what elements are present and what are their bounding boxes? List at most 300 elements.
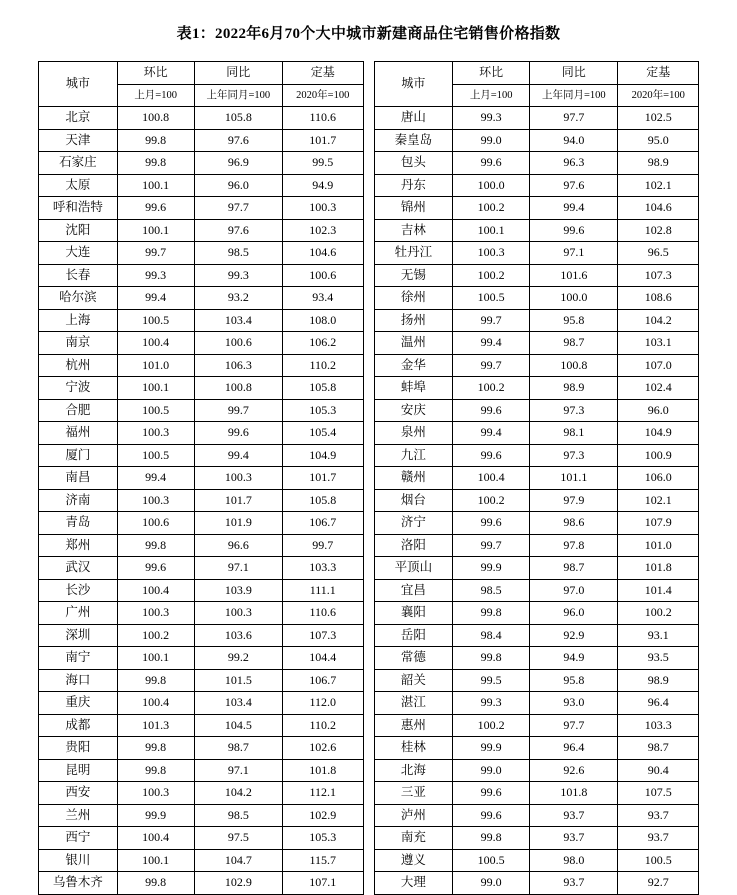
table-row xyxy=(374,804,699,827)
value-cell-base: 112.0 xyxy=(282,692,363,715)
table-row xyxy=(374,399,699,422)
value-cell-yoy: 100.3 xyxy=(194,467,282,490)
value-cell-mom: 100.3 xyxy=(117,602,194,625)
value-cell-base: 107.3 xyxy=(618,264,699,287)
value-cell-base: 93.4 xyxy=(282,287,363,310)
value-cell-base: 100.2 xyxy=(618,602,699,625)
header-row-top xyxy=(374,62,699,85)
value-cell-base: 96.5 xyxy=(618,242,699,265)
table-row xyxy=(374,602,699,625)
table-row xyxy=(39,287,364,310)
value-cell-base: 94.9 xyxy=(282,174,363,197)
table-row xyxy=(39,467,364,490)
table-row xyxy=(374,624,699,647)
value-cell-base: 93.7 xyxy=(618,827,699,850)
city-name-cell: 海口 xyxy=(39,669,118,692)
table-row xyxy=(374,242,699,265)
value-cell-yoy: 97.1 xyxy=(194,557,282,580)
table-row xyxy=(374,287,699,310)
value-cell-base: 108.6 xyxy=(618,287,699,310)
value-cell-base: 93.5 xyxy=(618,647,699,670)
value-cell-yoy: 97.6 xyxy=(194,219,282,242)
city-name-cell: 扬州 xyxy=(374,309,453,332)
city-name-cell: 呼和浩特 xyxy=(39,197,118,220)
table-row xyxy=(374,759,699,782)
table-row xyxy=(39,422,364,445)
value-cell-yoy: 95.8 xyxy=(530,669,618,692)
value-cell-base: 101.0 xyxy=(618,534,699,557)
table-row xyxy=(39,512,364,535)
value-cell-mom: 99.4 xyxy=(117,287,194,310)
city-name-cell: 南京 xyxy=(39,332,118,355)
table-row xyxy=(374,467,699,490)
value-cell-base: 96.0 xyxy=(618,399,699,422)
city-name-cell: 金华 xyxy=(374,354,453,377)
table-row xyxy=(374,197,699,220)
table-row xyxy=(374,264,699,287)
value-cell-base: 102.5 xyxy=(618,107,699,130)
value-cell-base: 102.4 xyxy=(618,377,699,400)
table-row xyxy=(374,309,699,332)
table-row xyxy=(39,242,364,265)
city-name-cell: 襄阳 xyxy=(374,602,453,625)
city-name-cell: 湛江 xyxy=(374,692,453,715)
value-cell-mom: 99.8 xyxy=(117,534,194,557)
value-cell-yoy: 101.7 xyxy=(194,489,282,512)
value-cell-yoy: 98.9 xyxy=(530,377,618,400)
value-cell-base: 102.8 xyxy=(618,219,699,242)
city-name-cell: 天津 xyxy=(39,129,118,152)
table-row xyxy=(374,827,699,850)
value-cell-mom: 99.9 xyxy=(453,737,530,760)
table-row xyxy=(374,714,699,737)
city-name-cell: 韶关 xyxy=(374,669,453,692)
city-name-cell: 平顶山 xyxy=(374,557,453,580)
value-cell-base: 104.6 xyxy=(618,197,699,220)
city-name-cell: 安庆 xyxy=(374,399,453,422)
value-cell-base: 103.3 xyxy=(618,714,699,737)
table-row xyxy=(39,804,364,827)
table-row xyxy=(39,647,364,670)
table-row xyxy=(39,107,364,130)
city-name-cell: 南宁 xyxy=(39,647,118,670)
value-cell-base: 105.4 xyxy=(282,422,363,445)
table-row xyxy=(39,557,364,580)
table-row xyxy=(39,129,364,152)
value-cell-base: 106.7 xyxy=(282,512,363,535)
value-cell-mom: 99.8 xyxy=(117,759,194,782)
value-cell-mom: 100.2 xyxy=(453,377,530,400)
table-row xyxy=(39,489,364,512)
value-cell-mom: 99.6 xyxy=(453,804,530,827)
value-cell-yoy: 101.5 xyxy=(194,669,282,692)
value-cell-base: 115.7 xyxy=(282,849,363,872)
header-mom: 环比 xyxy=(453,62,530,85)
city-name-cell: 银川 xyxy=(39,849,118,872)
value-cell-base: 101.8 xyxy=(282,759,363,782)
header-base-sub: 2020年=100 xyxy=(282,84,363,107)
value-cell-mom: 100.1 xyxy=(117,174,194,197)
value-cell-yoy: 97.7 xyxy=(530,714,618,737)
city-name-cell: 九江 xyxy=(374,444,453,467)
table-row xyxy=(374,669,699,692)
value-cell-base: 100.3 xyxy=(282,197,363,220)
value-cell-base: 105.3 xyxy=(282,827,363,850)
table-row xyxy=(374,354,699,377)
table-row xyxy=(39,714,364,737)
value-cell-yoy: 93.7 xyxy=(530,827,618,850)
city-name-cell: 南昌 xyxy=(39,467,118,490)
value-cell-yoy: 93.0 xyxy=(530,692,618,715)
city-name-cell: 上海 xyxy=(39,309,118,332)
city-name-cell: 三亚 xyxy=(374,782,453,805)
value-cell-base: 93.1 xyxy=(618,624,699,647)
value-cell-base: 110.6 xyxy=(282,107,363,130)
table-row xyxy=(39,872,364,895)
city-name-cell: 昆明 xyxy=(39,759,118,782)
value-cell-yoy: 103.9 xyxy=(194,579,282,602)
value-cell-base: 101.8 xyxy=(618,557,699,580)
city-name-cell: 济宁 xyxy=(374,512,453,535)
value-cell-mom: 99.3 xyxy=(453,107,530,130)
value-cell-base: 98.9 xyxy=(618,669,699,692)
value-cell-base: 100.9 xyxy=(618,444,699,467)
value-cell-yoy: 104.7 xyxy=(194,849,282,872)
value-cell-base: 104.6 xyxy=(282,242,363,265)
table-row xyxy=(39,377,364,400)
table-row xyxy=(374,737,699,760)
value-cell-base: 107.9 xyxy=(618,512,699,535)
value-cell-base: 95.0 xyxy=(618,129,699,152)
value-cell-mom: 100.4 xyxy=(453,467,530,490)
table-row xyxy=(39,602,364,625)
value-cell-mom: 100.0 xyxy=(453,174,530,197)
value-cell-mom: 100.5 xyxy=(117,309,194,332)
value-cell-yoy: 104.2 xyxy=(194,782,282,805)
table-row xyxy=(39,624,364,647)
value-cell-yoy: 92.6 xyxy=(530,759,618,782)
value-cell-base: 103.3 xyxy=(282,557,363,580)
city-name-cell: 蚌埠 xyxy=(374,377,453,400)
value-cell-yoy: 101.6 xyxy=(530,264,618,287)
value-cell-mom: 100.5 xyxy=(117,399,194,422)
value-cell-mom: 99.7 xyxy=(453,354,530,377)
value-cell-yoy: 96.3 xyxy=(530,152,618,175)
value-cell-yoy: 101.8 xyxy=(530,782,618,805)
value-cell-base: 106.2 xyxy=(282,332,363,355)
value-cell-base: 102.9 xyxy=(282,804,363,827)
value-cell-mom: 100.4 xyxy=(117,827,194,850)
value-cell-mom: 100.1 xyxy=(117,647,194,670)
city-name-cell: 北京 xyxy=(39,107,118,130)
value-cell-mom: 99.7 xyxy=(117,242,194,265)
city-name-cell: 温州 xyxy=(374,332,453,355)
value-cell-yoy: 98.0 xyxy=(530,849,618,872)
table-row xyxy=(374,782,699,805)
value-cell-yoy: 97.3 xyxy=(530,399,618,422)
value-cell-mom: 100.3 xyxy=(117,782,194,805)
value-cell-base: 110.6 xyxy=(282,602,363,625)
city-name-cell: 哈尔滨 xyxy=(39,287,118,310)
value-cell-base: 101.7 xyxy=(282,129,363,152)
value-cell-yoy: 99.4 xyxy=(194,444,282,467)
value-cell-yoy: 98.1 xyxy=(530,422,618,445)
city-name-cell: 成都 xyxy=(39,714,118,737)
header-base: 定基 xyxy=(282,62,363,85)
value-cell-yoy: 98.5 xyxy=(194,804,282,827)
value-cell-mom: 100.1 xyxy=(117,849,194,872)
page-title: 表1：2022年6月70个大中城市新建商品住宅销售价格指数 xyxy=(176,26,561,42)
city-name-cell: 徐州 xyxy=(374,287,453,310)
value-cell-yoy: 102.9 xyxy=(194,872,282,895)
header-mom: 环比 xyxy=(117,62,194,85)
value-cell-yoy: 104.5 xyxy=(194,714,282,737)
header-base: 定基 xyxy=(618,62,699,85)
value-cell-mom: 99.0 xyxy=(453,759,530,782)
city-name-cell: 遵义 xyxy=(374,849,453,872)
city-name-cell: 吉林 xyxy=(374,219,453,242)
value-cell-mom: 100.1 xyxy=(117,219,194,242)
value-cell-yoy: 100.6 xyxy=(194,332,282,355)
value-cell-yoy: 101.9 xyxy=(194,512,282,535)
value-cell-mom: 99.3 xyxy=(117,264,194,287)
table-row xyxy=(39,332,364,355)
header-mom-sub: 上月=100 xyxy=(453,84,530,107)
city-name-cell: 郑州 xyxy=(39,534,118,557)
value-cell-mom: 100.2 xyxy=(453,197,530,220)
table-row xyxy=(374,692,699,715)
table-row xyxy=(374,174,699,197)
value-cell-yoy: 103.4 xyxy=(194,309,282,332)
value-cell-yoy: 97.6 xyxy=(530,174,618,197)
table-row xyxy=(374,107,699,130)
city-name-cell: 武汉 xyxy=(39,557,118,580)
value-cell-mom: 100.1 xyxy=(453,219,530,242)
value-cell-mom: 101.3 xyxy=(117,714,194,737)
value-cell-base: 105.8 xyxy=(282,377,363,400)
value-cell-yoy: 93.7 xyxy=(530,872,618,895)
value-cell-yoy: 97.8 xyxy=(530,534,618,557)
value-cell-yoy: 97.7 xyxy=(194,197,282,220)
value-cell-mom: 99.6 xyxy=(453,399,530,422)
value-cell-yoy: 100.8 xyxy=(530,354,618,377)
value-cell-base: 101.4 xyxy=(618,579,699,602)
value-cell-yoy: 96.6 xyxy=(194,534,282,557)
table-row xyxy=(374,534,699,557)
city-name-cell: 广州 xyxy=(39,602,118,625)
header-yoy: 同比 xyxy=(530,62,618,85)
value-cell-yoy: 93.2 xyxy=(194,287,282,310)
city-name-cell: 唐山 xyxy=(374,107,453,130)
city-name-cell: 福州 xyxy=(39,422,118,445)
city-name-cell: 厦门 xyxy=(39,444,118,467)
table-row xyxy=(374,152,699,175)
value-cell-yoy: 99.7 xyxy=(194,399,282,422)
value-cell-mom: 99.4 xyxy=(453,332,530,355)
city-name-cell: 贵阳 xyxy=(39,737,118,760)
value-cell-base: 93.7 xyxy=(618,804,699,827)
value-cell-mom: 100.5 xyxy=(117,444,194,467)
table-row xyxy=(374,129,699,152)
value-cell-base: 99.7 xyxy=(282,534,363,557)
value-cell-yoy: 103.4 xyxy=(194,692,282,715)
city-name-cell: 长沙 xyxy=(39,579,118,602)
city-name-cell: 南充 xyxy=(374,827,453,850)
value-cell-base: 104.2 xyxy=(618,309,699,332)
value-cell-yoy: 99.2 xyxy=(194,647,282,670)
city-name-cell: 常德 xyxy=(374,647,453,670)
value-cell-mom: 99.9 xyxy=(117,804,194,827)
table-row xyxy=(374,647,699,670)
table-row xyxy=(374,422,699,445)
city-name-cell: 锦州 xyxy=(374,197,453,220)
value-cell-base: 92.7 xyxy=(618,872,699,895)
value-cell-yoy: 97.0 xyxy=(530,579,618,602)
value-cell-base: 111.1 xyxy=(282,579,363,602)
value-cell-mom: 100.4 xyxy=(117,332,194,355)
city-name-cell: 青岛 xyxy=(39,512,118,535)
table-row xyxy=(39,174,364,197)
value-cell-mom: 100.1 xyxy=(117,377,194,400)
city-name-cell: 丹东 xyxy=(374,174,453,197)
header-city: 城市 xyxy=(374,62,453,107)
city-name-cell: 深圳 xyxy=(39,624,118,647)
value-cell-yoy: 97.7 xyxy=(530,107,618,130)
table-row xyxy=(39,309,364,332)
value-cell-mom: 99.7 xyxy=(453,534,530,557)
value-cell-base: 107.0 xyxy=(618,354,699,377)
value-cell-mom: 100.3 xyxy=(117,489,194,512)
value-cell-base: 106.0 xyxy=(618,467,699,490)
city-name-cell: 合肥 xyxy=(39,399,118,422)
value-cell-yoy: 100.3 xyxy=(194,602,282,625)
value-cell-yoy: 94.0 xyxy=(530,129,618,152)
value-cell-mom: 99.9 xyxy=(453,557,530,580)
city-name-cell: 包头 xyxy=(374,152,453,175)
value-cell-base: 106.7 xyxy=(282,669,363,692)
value-cell-yoy: 98.6 xyxy=(530,512,618,535)
header-row-top xyxy=(39,62,364,85)
value-cell-base: 90.4 xyxy=(618,759,699,782)
table-row xyxy=(374,512,699,535)
value-cell-base: 107.5 xyxy=(618,782,699,805)
table-row xyxy=(39,219,364,242)
table-row xyxy=(374,444,699,467)
header-mom-sub: 上月=100 xyxy=(117,84,194,107)
city-name-cell: 兰州 xyxy=(39,804,118,827)
value-cell-yoy: 98.7 xyxy=(530,332,618,355)
city-name-cell: 杭州 xyxy=(39,354,118,377)
value-cell-yoy: 96.0 xyxy=(530,602,618,625)
value-cell-mom: 100.2 xyxy=(117,624,194,647)
value-cell-mom: 99.8 xyxy=(453,647,530,670)
value-cell-yoy: 99.6 xyxy=(194,422,282,445)
value-cell-mom: 100.3 xyxy=(453,242,530,265)
city-name-cell: 石家庄 xyxy=(39,152,118,175)
header-city: 城市 xyxy=(39,62,118,107)
value-cell-base: 112.1 xyxy=(282,782,363,805)
price-table-right xyxy=(374,61,700,895)
value-cell-mom: 99.8 xyxy=(117,152,194,175)
value-cell-yoy: 103.6 xyxy=(194,624,282,647)
value-cell-mom: 100.2 xyxy=(453,489,530,512)
value-cell-mom: 99.6 xyxy=(453,782,530,805)
table-row xyxy=(374,377,699,400)
value-cell-mom: 99.6 xyxy=(117,197,194,220)
value-cell-mom: 99.8 xyxy=(117,872,194,895)
value-cell-yoy: 98.7 xyxy=(194,737,282,760)
table-row xyxy=(39,692,364,715)
city-name-cell: 宜昌 xyxy=(374,579,453,602)
table-body-right xyxy=(374,107,699,895)
value-cell-yoy: 97.6 xyxy=(194,129,282,152)
value-cell-mom: 99.8 xyxy=(117,129,194,152)
value-cell-yoy: 100.0 xyxy=(530,287,618,310)
table-row xyxy=(39,737,364,760)
header-yoy: 同比 xyxy=(194,62,282,85)
city-name-cell: 秦皇岛 xyxy=(374,129,453,152)
city-name-cell: 济南 xyxy=(39,489,118,512)
value-cell-base: 104.9 xyxy=(618,422,699,445)
value-cell-yoy: 95.8 xyxy=(530,309,618,332)
table-row xyxy=(39,782,364,805)
city-name-cell: 牡丹江 xyxy=(374,242,453,265)
value-cell-mom: 99.4 xyxy=(117,467,194,490)
table-row xyxy=(39,197,364,220)
value-cell-yoy: 92.9 xyxy=(530,624,618,647)
city-name-cell: 北海 xyxy=(374,759,453,782)
value-cell-mom: 99.0 xyxy=(453,129,530,152)
value-cell-yoy: 100.8 xyxy=(194,377,282,400)
table-row xyxy=(39,827,364,850)
table-row xyxy=(39,579,364,602)
value-cell-mom: 99.6 xyxy=(453,512,530,535)
value-cell-mom: 98.4 xyxy=(453,624,530,647)
city-name-cell: 西安 xyxy=(39,782,118,805)
city-name-cell: 重庆 xyxy=(39,692,118,715)
value-cell-base: 102.1 xyxy=(618,174,699,197)
table-row xyxy=(374,489,699,512)
value-cell-mom: 99.8 xyxy=(117,669,194,692)
value-cell-base: 108.0 xyxy=(282,309,363,332)
value-cell-mom: 100.4 xyxy=(117,579,194,602)
value-cell-yoy: 97.1 xyxy=(194,759,282,782)
value-cell-base: 107.1 xyxy=(282,872,363,895)
table-row xyxy=(374,557,699,580)
value-cell-mom: 100.4 xyxy=(117,692,194,715)
table-row xyxy=(39,534,364,557)
value-cell-mom: 99.5 xyxy=(453,669,530,692)
value-cell-yoy: 99.4 xyxy=(530,197,618,220)
value-cell-yoy: 106.3 xyxy=(194,354,282,377)
value-cell-base: 103.1 xyxy=(618,332,699,355)
value-cell-mom: 99.8 xyxy=(117,737,194,760)
table-row xyxy=(39,152,364,175)
value-cell-base: 110.2 xyxy=(282,714,363,737)
value-cell-mom: 99.3 xyxy=(453,692,530,715)
value-cell-mom: 99.0 xyxy=(453,872,530,895)
value-cell-yoy: 96.9 xyxy=(194,152,282,175)
city-name-cell: 惠州 xyxy=(374,714,453,737)
value-cell-yoy: 93.7 xyxy=(530,804,618,827)
city-name-cell: 乌鲁木齐 xyxy=(39,872,118,895)
table-body-left xyxy=(39,107,364,895)
city-name-cell: 赣州 xyxy=(374,467,453,490)
city-name-cell: 大理 xyxy=(374,872,453,895)
city-name-cell: 洛阳 xyxy=(374,534,453,557)
value-cell-mom: 99.7 xyxy=(453,309,530,332)
tables-container xyxy=(0,61,737,895)
